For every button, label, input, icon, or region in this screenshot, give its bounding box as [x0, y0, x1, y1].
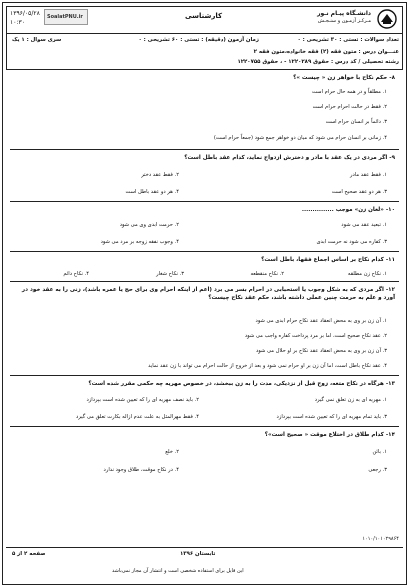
divider: [10, 251, 399, 252]
q14-option-2[interactable]: ۲. خلع: [165, 449, 179, 455]
q13-option-2[interactable]: ۲. باید نصف مهریه ای را که تعیین شده است بپردازد: [86, 397, 199, 403]
q13-option-4[interactable]: ۴. فقط مهرالمثل به علت عدم ازاله بکارت تعلق می گیرد: [76, 414, 199, 420]
series-label: سری سوال : ۱ یک: [12, 37, 62, 43]
q9-option-3[interactable]: ۳. هر دو عقد صحیح است: [331, 189, 387, 195]
divider: [10, 201, 399, 202]
q8-option-2[interactable]: ۲. فقط در حالت احرام حرام است: [312, 104, 387, 110]
q9-option-4[interactable]: ۴. هر دو عقد باطل است: [125, 189, 179, 195]
copyright-notice: این فایل برای استفاده شخصی است و انتشار آن مجاز نمی‌باشد: [112, 568, 244, 574]
university-subtitle: مـرکـز آزمـون و سنـجـش: [317, 18, 371, 24]
q11-option-4[interactable]: ۴. نکاح دائم: [63, 271, 89, 277]
question-8: ۸- حکم نکاح با خواهر زن « چیست »؟: [293, 75, 395, 81]
q10-option-2[interactable]: ۲. حرمت ابدی وی می شود: [119, 222, 179, 228]
q9-option-2[interactable]: ۲. فقط عقد دختر: [141, 172, 179, 178]
question-12: ۱۲- اگر مردی که به شکل وجوب یا استحبابی در احرام بسر می برد (اعم از اینکه احرام وی برای حج یا عمره باشد)، زنی را به عقد خود در آورد و علم به حرمت چنین عملی داشته باشد، حکم عقد نکاح چیست؟: [21, 287, 395, 301]
university-name: دانشـگاه پیـام نـور: [317, 10, 371, 17]
q14-option-3[interactable]: ۳. رجعی: [368, 467, 387, 473]
q8-option-4[interactable]: ۴. زمانی بر انسان حرام می شود که میان دو خواهر جمع شود (جمعاً حرام است): [213, 135, 387, 141]
exam-duration: زمان آزمون (دقیقه) : تستی : ۶۰ تشریحی : ۰: [138, 37, 259, 43]
exam-term: تابستان ۱۳۹۶: [180, 551, 216, 557]
q14-option-1[interactable]: ۱. بائن: [372, 449, 387, 455]
question-9: ۹- اگر مردی در یک عقد با مادر و دخترش ازدواج نماید، کدام عقد باطل است؟: [184, 155, 395, 161]
exam-time: ۱۰:۳۰: [10, 19, 25, 26]
q11-option-2[interactable]: ۲. نکاح منقطعه: [250, 271, 284, 277]
divider: [10, 426, 399, 427]
question-11: ۱۱- کدام نکاح بر اساس اجماع فقها، باطل است؟: [261, 257, 395, 263]
q12-option-4[interactable]: ۴. عقد نکاح باطل است، اما آن زن بر او حرام نمی شود و بعد از خروج از حالت احرام می تواند با زن عقد نماید: [148, 363, 387, 369]
question-14: ۱۴- کدام طلاق در اختلاع موقت « صحیح است»؟: [264, 432, 395, 438]
question-counts: تعداد سوالات : تستی : ۳۰ تشریحی : ۰: [297, 37, 399, 43]
q9-option-1[interactable]: ۱. فقط عقد مادر: [349, 172, 387, 178]
footer-divider: [6, 547, 403, 548]
course-title: عنـــوان درس : متون فقه (۲) فقه خانواده،متون فقه ۲: [253, 49, 399, 55]
exam-date: ۱۳۹۶/۰۵/۲۸: [10, 10, 40, 17]
header-divider: [6, 33, 403, 34]
question-10: ۱۰- «لعان زن» موجب ...............: [301, 207, 395, 213]
program-title: کارشناسی: [185, 12, 223, 20]
question-13: ۱۳- هرگاه در نکاح متعه، زوج قبل از نزدیکی، مدت را به زن ببخشد، در خصوص مهریه چه حکمی مقرر شده است؟: [88, 381, 395, 387]
university-logo: [375, 9, 399, 29]
q8-option-3[interactable]: ۳. دائماً بر انسان حرام است: [325, 119, 387, 125]
q10-option-1[interactable]: ۱. تبعید عقد می شود: [341, 222, 387, 228]
page-number: صفحه ۲ از ۵: [12, 551, 46, 557]
exam-code: ۱۰۱۰/۱۰۱۰۲۹۸۶۴: [362, 536, 399, 542]
q13-option-1[interactable]: ۱. مهریه ای به زن تعلق نمی گیرد: [314, 397, 387, 403]
q12-option-1[interactable]: ۱. آن زن بر وی به محض انعقاد عقد نکاح حرام ابدی می شود: [255, 318, 387, 324]
divider: [10, 149, 399, 150]
q8-option-1[interactable]: ۱. مطلقاً و در همه حال حرام است: [312, 89, 387, 95]
q11-option-1[interactable]: ۱. نکاح زن مطلقه: [347, 271, 387, 277]
q11-option-3[interactable]: ۳. نکاح شغار: [156, 271, 184, 277]
q12-option-3[interactable]: ۳. آن زن بر وی به محض انعقاد عقد نکاح بر او حلال می شود: [255, 348, 387, 354]
q13-option-3[interactable]: ۳. باید تمام مهریه ای را که تعیین شده است بپردازد: [276, 414, 387, 420]
field-code: رشته تحصیلی / کد درس : حقوق ۱۲۲۰۲۸۹ - ، حقوق ۱۲۲۰۷۵۵: [237, 59, 399, 65]
q14-option-4[interactable]: ۴. در نکاح موقت، طلاق وجود ندارد: [103, 467, 179, 473]
site-name: SoalatPNU.ir: [47, 14, 83, 20]
q10-option-3[interactable]: ۳. کفاره می شود نه حرمت ابدی: [316, 239, 387, 245]
divider: [10, 281, 399, 282]
divider: [10, 375, 399, 376]
q10-option-4[interactable]: ۴. وجوب نفقه زوجه بر مرد می شود: [100, 239, 179, 245]
q12-option-2[interactable]: ۲. عقد نکاح صحیح است، اما بر مرد پرداخت کفاره واجب می شود: [244, 333, 387, 339]
site-badge: [44, 9, 88, 25]
